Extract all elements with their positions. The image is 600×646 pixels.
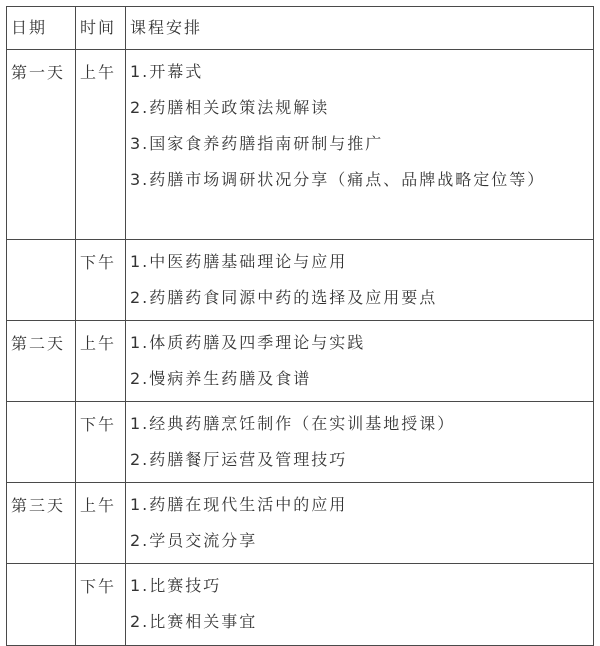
header-time-cell xyxy=(76,7,126,50)
table-header-row xyxy=(7,7,594,50)
course-cell xyxy=(126,321,594,402)
date-label: 第三天 xyxy=(11,496,66,515)
date-label xyxy=(7,564,75,577)
time-label: 下午 xyxy=(80,577,117,596)
date-label xyxy=(7,402,75,415)
date-cell xyxy=(7,564,76,646)
course-cell xyxy=(126,50,594,240)
course-cell xyxy=(126,564,594,646)
course-list xyxy=(126,483,593,563)
course-item: 2.慢病养生药膳及食谱 xyxy=(130,369,312,388)
course-cell xyxy=(126,483,594,564)
date-label xyxy=(7,240,75,253)
course-item: 2.药膳餐厅运营及管理技巧 xyxy=(130,450,348,469)
header-date-cell xyxy=(7,7,76,50)
date-cell xyxy=(7,402,76,483)
time-cell xyxy=(76,483,126,564)
time-label: 上午 xyxy=(80,334,117,353)
course-item: 2.比赛相关事宜 xyxy=(130,612,258,631)
time-cell xyxy=(76,402,126,483)
course-item: 1.经典药膳烹饪制作（在实训基地授课） xyxy=(130,414,456,433)
course-item: 2.学员交流分享 xyxy=(130,531,258,550)
date-cell xyxy=(7,50,76,240)
course-cell xyxy=(126,402,594,483)
table-row xyxy=(7,321,594,402)
course-item: 1.药膳在现代生活中的应用 xyxy=(130,495,348,514)
course-item: 1.体质药膳及四季理论与实践 xyxy=(130,333,366,352)
date-label: 第二天 xyxy=(11,334,66,353)
date-cell xyxy=(7,483,76,564)
time-label: 下午 xyxy=(80,253,117,272)
date-label: 第一天 xyxy=(11,63,66,82)
time-label: 上午 xyxy=(80,496,117,515)
course-item: 1.比赛技巧 xyxy=(130,576,222,595)
course-cell xyxy=(126,240,594,321)
course-item: 1.中医药膳基础理论与应用 xyxy=(130,252,348,271)
course-list xyxy=(126,50,593,202)
header-course-label: 课程安排 xyxy=(130,18,203,37)
time-label: 上午 xyxy=(80,63,117,82)
table-row xyxy=(7,402,594,483)
time-cell xyxy=(76,240,126,321)
course-list xyxy=(126,564,593,644)
table-row xyxy=(7,50,594,240)
course-list xyxy=(126,321,593,401)
course-item: 3.药膳市场调研状况分享（痛点、品牌战略定位等） xyxy=(130,170,546,189)
course-item: 2.药膳相关政策法规解读 xyxy=(130,98,330,117)
date-cell xyxy=(7,321,76,402)
course-item: 3.国家食养药膳指南研制与推广 xyxy=(130,134,384,153)
time-cell xyxy=(76,50,126,240)
table-row xyxy=(7,483,594,564)
table-row xyxy=(7,564,594,646)
course-item: 1.开幕式 xyxy=(130,62,204,81)
header-date-label: 日期 xyxy=(11,18,48,37)
date-cell xyxy=(7,240,76,321)
table-row xyxy=(7,240,594,321)
header-time-label: 时间 xyxy=(80,18,117,37)
course-item: 2.药膳药食同源中药的选择及应用要点 xyxy=(130,288,438,307)
course-schedule-table xyxy=(6,6,594,646)
course-list xyxy=(126,240,593,320)
time-cell xyxy=(76,564,126,646)
time-cell xyxy=(76,321,126,402)
header-course-cell xyxy=(126,7,594,50)
course-list xyxy=(126,402,593,482)
time-label: 下午 xyxy=(80,415,117,434)
